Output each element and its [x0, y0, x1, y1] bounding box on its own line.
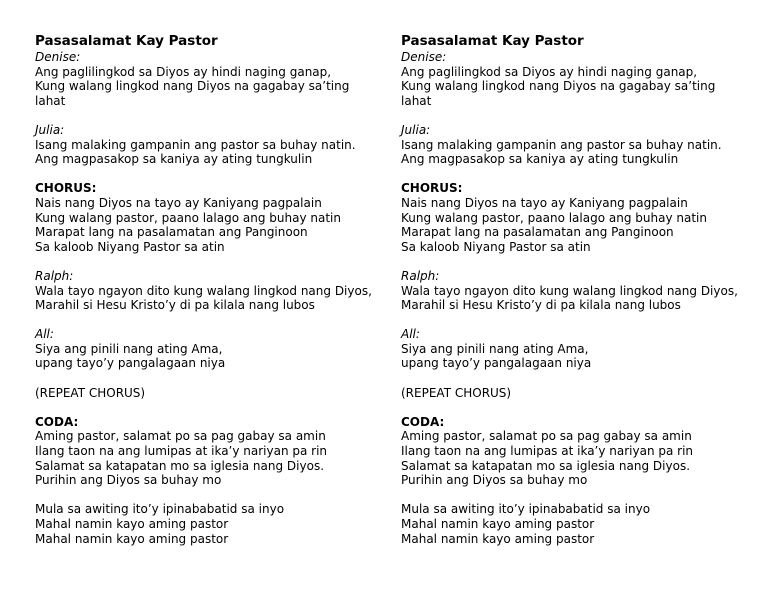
lyrics-section — [35, 50, 380, 108]
lyric-line: Ilang taon na ang lumipas at ika’y nariyan pa rin — [35, 444, 328, 459]
lyric-line: Kung walang pastor, paano lalago ang buhay natin — [401, 210, 707, 225]
lyrics-column-left — [35, 33, 380, 561]
section-label: Ralph: — [35, 268, 74, 283]
section-label: Julia: — [401, 122, 431, 137]
lyric-line: Marapat lang na pasalamatan ang Panginoon — [35, 225, 308, 240]
lyrics-section — [35, 181, 380, 254]
lyrics-section — [35, 327, 380, 371]
lyric-line: Salamat sa katapatan mo sa iglesia nang Diyos. — [401, 458, 691, 473]
lyrics-section — [35, 123, 380, 167]
lyric-line: Ang paglilingkod sa Diyos ay hindi naging ganap, — [35, 64, 332, 79]
song-title: Pasasalamat Kay Pastor — [35, 33, 218, 49]
lyrics-section — [401, 269, 746, 313]
lyric-line: Wala tayo ngayon dito kung walang lingkod nang Diyos, — [401, 283, 738, 298]
lyric-line: Ang magpasakop sa kaniya ay ating tungkulin — [35, 152, 313, 167]
section-label: All: — [401, 327, 420, 342]
lyric-line: Kung walang lingkod nang Diyos na gagabay sa’ting lahat — [401, 79, 716, 108]
lyric-line: Wala tayo ngayon dito kung walang lingkod nang Diyos, — [35, 283, 372, 298]
lyric-line: Kung walang lingkod nang Diyos na gagabay sa’ting lahat — [35, 79, 350, 108]
lyric-line: Sa kaloob Niyang Pastor sa atin — [35, 239, 225, 254]
lyric-line: Isang malaking gampanin ang pastor sa buhay natin. — [401, 137, 722, 152]
section-label: CODA: — [401, 414, 445, 429]
lyrics-section — [401, 415, 746, 488]
lyrics-section — [401, 502, 746, 546]
lyric-line: (REPEAT CHORUS) — [35, 385, 146, 400]
lyric-line: Ilang taon na ang lumipas at ika’y nariyan pa rin — [401, 444, 694, 459]
lyric-line: Mahal namin kayo aming pastor — [35, 517, 229, 531]
section-label: Denise: — [35, 50, 81, 64]
lyric-line: Nais nang Diyos na tayo ay Kaniyang pagpalain — [35, 195, 322, 210]
lyric-line: Purihin ang Diyos sa buhay mo — [401, 473, 588, 488]
lyric-line: Mahal namin kayo aming pastor — [35, 531, 229, 546]
lyric-line: Purihin ang Diyos sa buhay mo — [35, 473, 222, 488]
lyric-line: upang tayo’y pangalagaan niya — [35, 356, 226, 371]
lyric-line: Salamat sa katapatan mo sa iglesia nang Diyos. — [35, 458, 325, 473]
lyric-line: Siya ang pinili nang ating Ama, — [401, 341, 589, 356]
lyric-line: Siya ang pinili nang ating Ama, — [35, 341, 223, 356]
lyric-line: (REPEAT CHORUS) — [401, 385, 512, 400]
lyric-line: upang tayo’y pangalagaan niya — [401, 356, 592, 371]
lyric-line: Marahil si Hesu Kristo’y di pa kilala nang lubos — [401, 298, 681, 313]
lyrics-section — [401, 123, 746, 167]
lyric-line: Aming pastor, salamat po sa pag gabay sa amin — [35, 429, 326, 444]
lyrics-section — [401, 50, 746, 108]
lyrics-section — [35, 386, 380, 401]
lyrics-section — [35, 269, 380, 313]
lyric-line: Isang malaking gampanin ang pastor sa buhay natin. — [35, 137, 356, 152]
lyric-line: Kung walang pastor, paano lalago ang buhay natin — [35, 210, 341, 225]
lyric-line: Marahil si Hesu Kristo’y di pa kilala nang lubos — [35, 298, 315, 313]
lyric-line: Mula sa awiting ito’y ipinababatid sa inyo — [401, 502, 651, 517]
lyric-line: Marapat lang na pasalamatan ang Panginoon — [401, 225, 674, 240]
lyrics-section — [401, 386, 746, 401]
section-label: All: — [35, 327, 54, 342]
lyrics-section — [35, 502, 380, 546]
section-label: Denise: — [401, 50, 447, 64]
lyric-line: Nais nang Diyos na tayo ay Kaniyang pagpalain — [401, 195, 688, 210]
lyric-line: Sa kaloob Niyang Pastor sa atin — [401, 239, 591, 254]
lyrics-section — [401, 327, 746, 371]
lyrics-section — [35, 415, 380, 488]
section-label: CHORUS: — [35, 181, 97, 196]
lyrics-column-right — [401, 33, 746, 561]
lyrics-section — [401, 181, 746, 254]
section-label: Julia: — [35, 122, 65, 137]
section-label: CHORUS: — [401, 181, 463, 196]
section-label: CODA: — [35, 414, 79, 429]
lyric-line: Ang paglilingkod sa Diyos ay hindi naging ganap, — [401, 64, 698, 79]
lyric-line: Mahal namin kayo aming pastor — [401, 531, 595, 546]
lyric-line: Mula sa awiting ito’y ipinababatid sa inyo — [35, 502, 285, 517]
lyric-line: Aming pastor, salamat po sa pag gabay sa amin — [401, 429, 692, 444]
song-title: Pasasalamat Kay Pastor — [401, 33, 584, 49]
section-label: Ralph: — [401, 268, 440, 283]
lyric-line: Ang magpasakop sa kaniya ay ating tungkulin — [401, 152, 679, 167]
lyric-line: Mahal namin kayo aming pastor — [401, 517, 595, 531]
